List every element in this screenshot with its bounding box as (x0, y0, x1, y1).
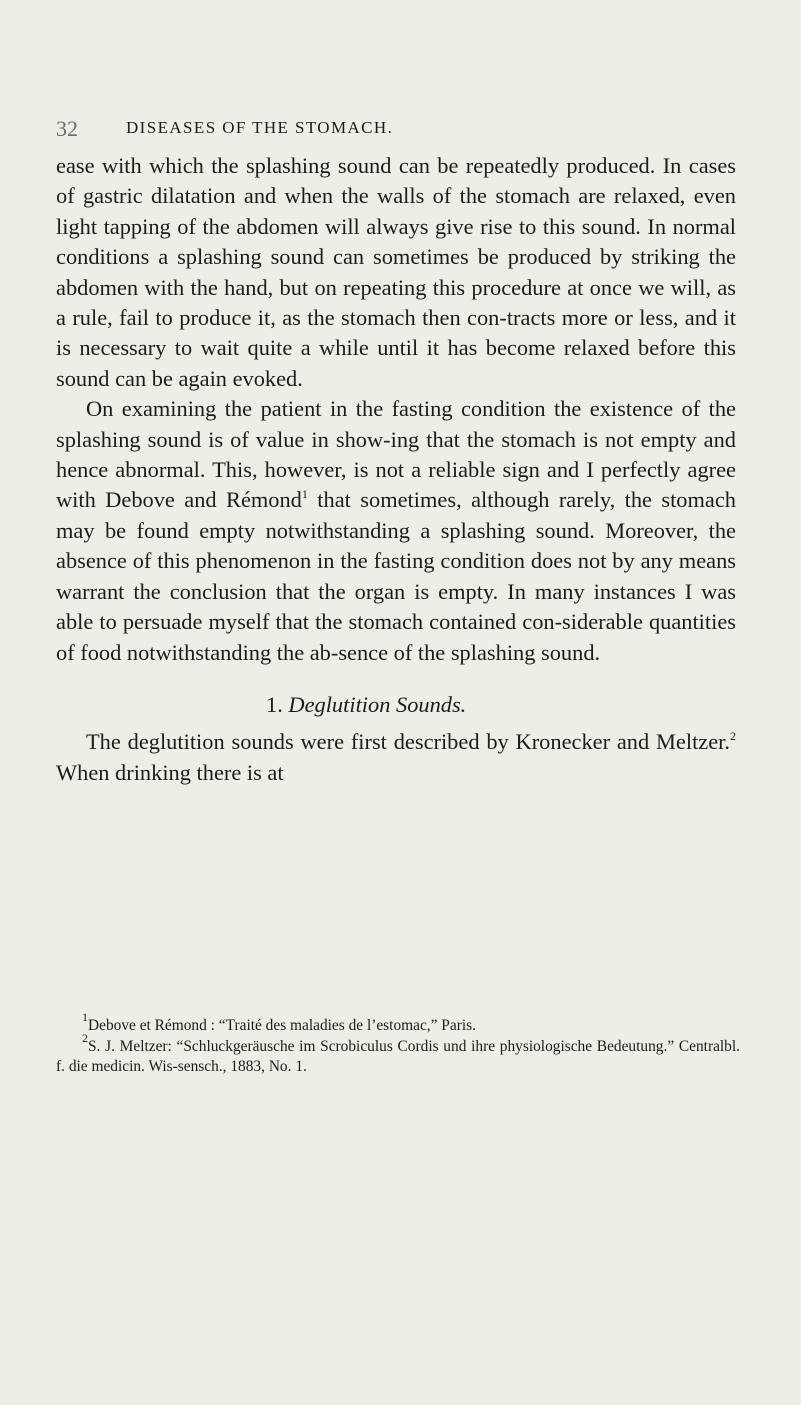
paragraph-3 (56, 727, 736, 788)
paragraph-2-text-end: that sometimes, although rarely, the stomach may be found empty notwithstanding a splashing sound. Moreover, the absence of this phenomenon in the fasting condition does not by any means warrant the conclusion that the organ is empty. In many instances I was able to persuade myself that the stomach contained con-siderable quantities of food notwithstanding the ab-sence of the splashing sound. (56, 487, 736, 665)
footnote-1-text: Debove et Rémond : “Traité des maladies de l’estomac,” Paris. (88, 1017, 476, 1034)
page-number: 32 (56, 116, 78, 141)
footnote-ref-1: 1 (301, 487, 308, 502)
paragraph-3-text-start: The deglutition sounds were first described by Kronecker and Meltzer. (86, 729, 730, 755)
body-text (56, 151, 736, 788)
paragraph-2 (56, 394, 736, 668)
footnote-2-text: S. J. Meltzer: “Schluckgeräusche im Scrobiculus Cordis und ihre physiologische Bedeutung.” Centralbl. f. die medicin. Wis-sensch., 1883, No. 1. (56, 1037, 740, 1075)
paragraph-1 (56, 151, 736, 394)
footnote-ref-2: 2 (730, 729, 736, 744)
footnote-2 (56, 1030, 740, 1078)
section-title: Deglutition Sounds. (288, 691, 467, 717)
running-head: DISEASES OF THE STOMACH. (126, 118, 394, 137)
paragraph-1-text: ease with which the splashing sound can be repeatedly produced. In cases of gastric dilatation and when the walls of the stomach are relaxed, even light tapping of the abdomen will always give rise to this sound. In normal conditions a splashing sound can sometimes be produced by striking the abdomen with the hand, but on repeating this procedure at once we will, as a rule, fail to produce it, as the stomach then con-tracts more or less, and it is necessary to wait quite a while until it has become relaxed before this sound can be again evoked. (56, 153, 736, 391)
footnote-1 (56, 1010, 740, 1037)
section-number: 1. (266, 691, 283, 717)
paragraph-3-text-end: When drinking there is at (56, 759, 284, 785)
paragraph-2-text-start: On examining the patient in the fasting condition the existence of the splashing sound is of value in show-ing that the stomach is not empty and hence abnormal. This, however, is not a reliable sign and I perfectly agree with Debove and Rémond (56, 396, 736, 513)
footnote-marker-1: 1 (82, 1010, 88, 1024)
page-header (56, 116, 736, 140)
footnote-marker-2: 2 (82, 1030, 88, 1045)
section-heading (56, 690, 736, 720)
footnotes (56, 1010, 740, 1078)
